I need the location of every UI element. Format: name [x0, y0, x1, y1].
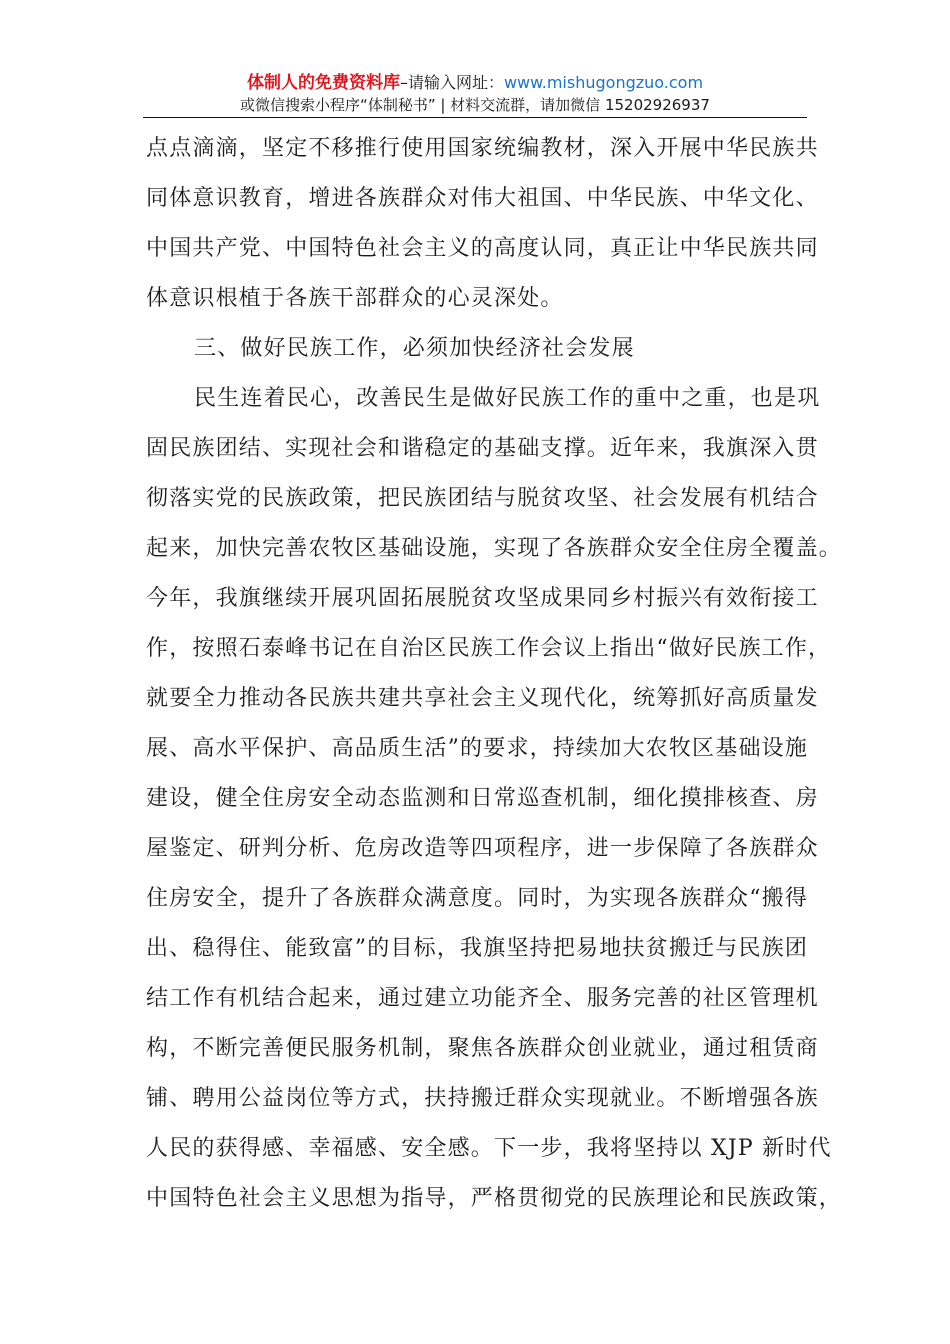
document-body	[146, 124, 843, 1224]
header-divider	[143, 117, 807, 118]
text-line: 结工作有机结合起来，通过建立功能齐全、服务完善的社区管理机	[146, 986, 819, 1011]
text-line: 展、高水平保护、高品质生活”的要求，持续加大农牧区基础设施	[146, 736, 809, 761]
text-line: 同体意识教育，增进各族群众对伟大祖国、中华民族、中华文化、	[146, 186, 819, 211]
text-line: 住房安全，提升了各族群众满意度。同时，为实现各族群众“搬得	[146, 886, 809, 911]
text-line: 今年，我旗继续开展巩固拓展脱贫攻坚成果同乡村振兴有效衔接工	[146, 586, 819, 611]
url-prompt: –请输入网址：	[399, 73, 504, 92]
text-line: 中国特色社会主义思想为指导，严格贯彻党的民族理论和民族政策，	[146, 1186, 843, 1211]
text-line: 铺、聘用公益岗位等方式，扶持搬迁群众实现就业。不断增强各族	[146, 1086, 819, 1111]
text-line: 民生连着民心，改善民生是做好民族工作的重中之重，也是巩	[194, 386, 821, 411]
text-line: 人民的获得感、幸福感、安全感。下一步，我将坚持以 XJP 新时代	[146, 1136, 832, 1161]
text-line: 体意识根植于各族干部群众的心灵深处。	[146, 286, 564, 311]
text-line: 出、稳得住、能致富”的目标，我旗坚持把易地扶贫搬迁与民族团	[146, 936, 809, 961]
website-link[interactable]: www.mishugongzuo.com	[503, 73, 704, 92]
text-line: 起来，加快完善农牧区基础设施，实现了各族群众安全住房全覆盖。	[146, 536, 843, 561]
section-heading: 三、做好民族工作，必须加快经济社会发展	[194, 336, 635, 361]
text-line: 中国共产党、中国特色社会主义的高度认同，真正让中华民族共同	[146, 236, 819, 261]
text-line: 构，不断完善便民服务机制，聚焦各族群众创业就业，通过租赁商	[146, 1036, 819, 1061]
text-line: 建设，健全住房安全动态监测和日常巡查机制，细化摸排核查、房	[146, 786, 819, 811]
page-header	[145, 72, 805, 116]
text-line: 点点滴滴，坚定不移推行使用国家统编教材，深入开展中华民族共	[146, 136, 819, 161]
text-line: 固民族团结、实现社会和谐稳定的基础支撑。近年来，我旗深入贯	[146, 436, 819, 461]
header-banner	[145, 72, 805, 94]
text-line: 就要全力推动各民族共建共享社会主义现代化，统筹抓好高质量发	[146, 686, 819, 711]
text-line: 屋鉴定、研判分析、危房改造等四项程序，进一步保障了各族群众	[146, 836, 819, 861]
text-line: 作，按照石泰峰书记在自治区民族工作会议上指出“做好民族工作，	[146, 636, 832, 661]
text-line: 彻落实党的民族政策，把民族团结与脱贫攻坚、社会发展有机结合	[146, 486, 819, 511]
header-contact: 或微信搜索小程序“体制秘书” | 材料交流群，请加微信 15202926937	[240, 96, 710, 114]
brand-name: 体制人的免费资料库	[246, 73, 400, 93]
